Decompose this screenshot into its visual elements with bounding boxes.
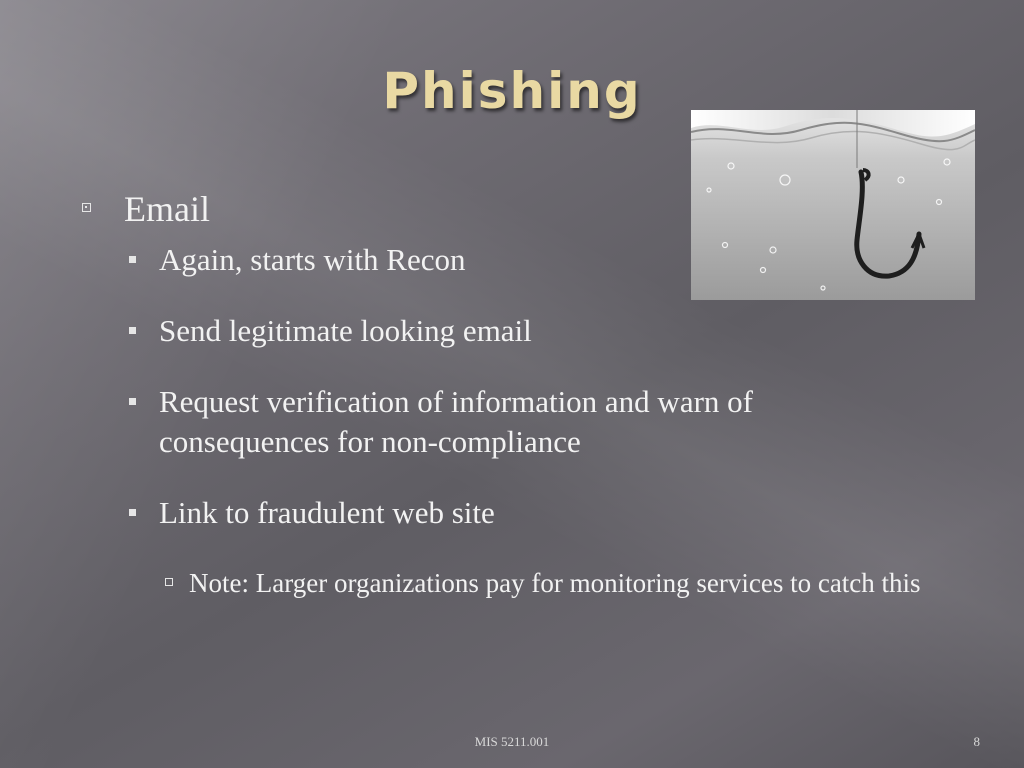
filled-square-bullet-icon <box>129 509 136 516</box>
bullet-level2 <box>159 382 919 462</box>
footer-course: MIS 5211.001 <box>474 734 550 749</box>
filled-square-bullet-icon <box>129 398 136 405</box>
bullet-text: Email <box>124 189 210 229</box>
bullet-text: Request verification of information and warn of consequences for non-compliance <box>159 384 753 459</box>
bullet-level1 <box>80 186 980 232</box>
filled-square-bullet-icon <box>129 327 136 334</box>
bullet-level2 <box>159 311 919 351</box>
bullet-list <box>80 186 980 629</box>
bullet-text: Send legitimate looking email <box>159 313 532 348</box>
filled-square-bullet-icon <box>129 256 136 263</box>
bullet-text: Note: Larger organizations pay for monitoring services to catch this <box>189 568 921 598</box>
bullet-text: Again, starts with Recon <box>159 242 466 277</box>
bullet-level2 <box>159 240 919 280</box>
page-number: 8 <box>973 734 980 749</box>
bullet-level3 <box>189 564 969 602</box>
bullet-level2 <box>159 493 919 533</box>
slide-title: Phishing <box>382 62 642 120</box>
hollow-square-bullet-icon <box>165 578 173 586</box>
square-bullet-icon <box>82 203 91 212</box>
bullet-text: Link to fraudulent web site <box>159 495 495 530</box>
